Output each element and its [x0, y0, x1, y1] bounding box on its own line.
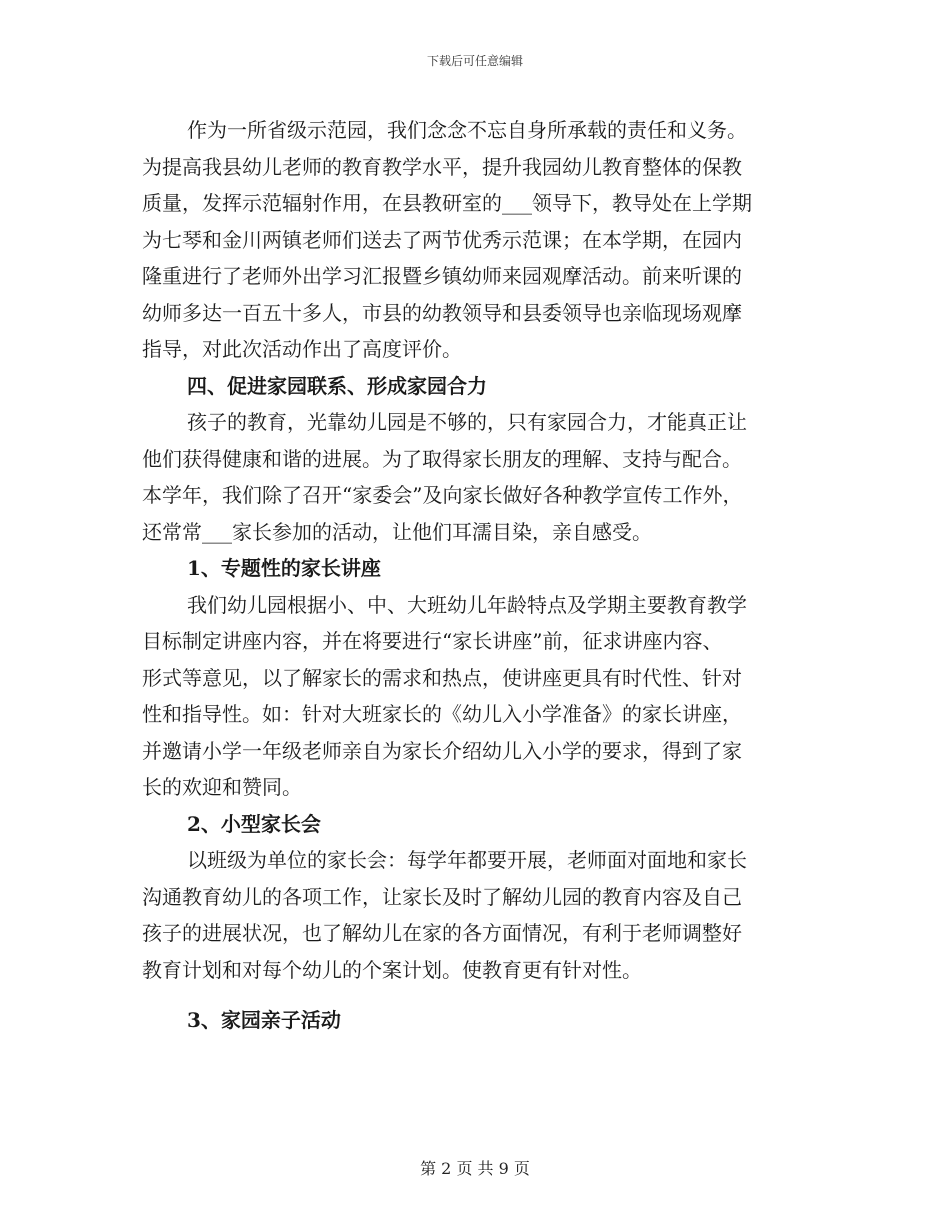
subsection-heading: 3、家园亲子活动: [187, 1008, 341, 1032]
subsection-heading: 2、小型家长会: [187, 811, 321, 836]
document-body: [142, 112, 802, 1039]
page-header: 下载后可任意编辑: [426, 54, 523, 68]
subsection-heading: 1、专题性的家长讲座: [187, 556, 381, 580]
paragraph-line: 为七琴和金川两镇老师们送去了两节优秀示范课；在本学期，在园内: [142, 227, 742, 252]
paragraph-line: 质量，发挥示范辐射作用，在县教研室的___领导下，教导处在上学期: [142, 191, 752, 215]
paragraph-line: 他们获得健康和谐的进展。为了取得家长朋友的理解、支持与配合。: [142, 446, 742, 471]
page-number-footer: 第 2 页 共 9 页: [420, 1159, 530, 1178]
paragraph-line: 孩子的进展状况，也了解幼儿在家的各方面情况，有利于老师调整好: [142, 921, 742, 945]
paragraph-line: 本学年，我们除了召开“家委会”及向家长做好各种教学宣传工作外，: [142, 483, 743, 507]
paragraph-line: 沟通教育幼儿的各项工作，让家长及时了解幼儿园的教育内容及自己: [142, 884, 742, 909]
paragraph-line: 性和指导性。如：针对大班家长的《幼儿入小学准备》的家长讲座，: [142, 702, 742, 726]
paragraph-line: 教育计划和对每个幼儿的个案计划。使教育更有针对性。: [142, 957, 642, 982]
paragraph-line: 为提高我县幼儿老师的教育教学水平，提升我园幼儿教育整体的保教: [142, 154, 742, 179]
paragraph-line: 指导，对此次活动作出了高度评价。: [142, 337, 462, 361]
spacer: [142, 988, 802, 1002]
paragraph-line: 以班级为单位的家长会：每学年都要开展，老师面对面地和家长: [187, 848, 747, 872]
paragraph-line: 长的欢迎和赞同。: [142, 775, 302, 799]
paragraph-line: 目标制定讲座内容，并在将要进行“家长讲座”前，征求讲座内容、: [142, 629, 723, 653]
section-heading: 四、促进家园联系、形成家园合力: [187, 373, 487, 398]
paragraph-line: 幼师多达一百五十多人，市县的幼教领导和县委领导也亲临现场观摩: [142, 300, 742, 325]
paragraph-line: 孩子的教育，光靠幼儿园是不够的，只有家园合力，才能真正让: [187, 410, 747, 434]
paragraph-line: 我们幼儿园根据小、中、大班幼儿年龄特点及学期主要教育教学: [187, 592, 747, 617]
paragraph-line: 隆重进行了老师外出学习汇报暨乡镇幼师来园观摩活动。前来听课的: [142, 264, 742, 288]
paragraph-line: 形式等意见，以了解家长的需求和热点，使讲座更具有时代性、针对: [142, 665, 742, 690]
paragraph-line: 还常常___家长参加的活动，让他们耳濡目染，亲自感受。: [142, 519, 652, 544]
paragraph-line: 并邀请小学一年级老师亲自为家长介绍幼儿入小学的要求，得到了家: [142, 738, 742, 763]
paragraph-line: 作为一所省级示范园，我们念念不忘自身所承载的责任和义务。: [187, 118, 747, 142]
